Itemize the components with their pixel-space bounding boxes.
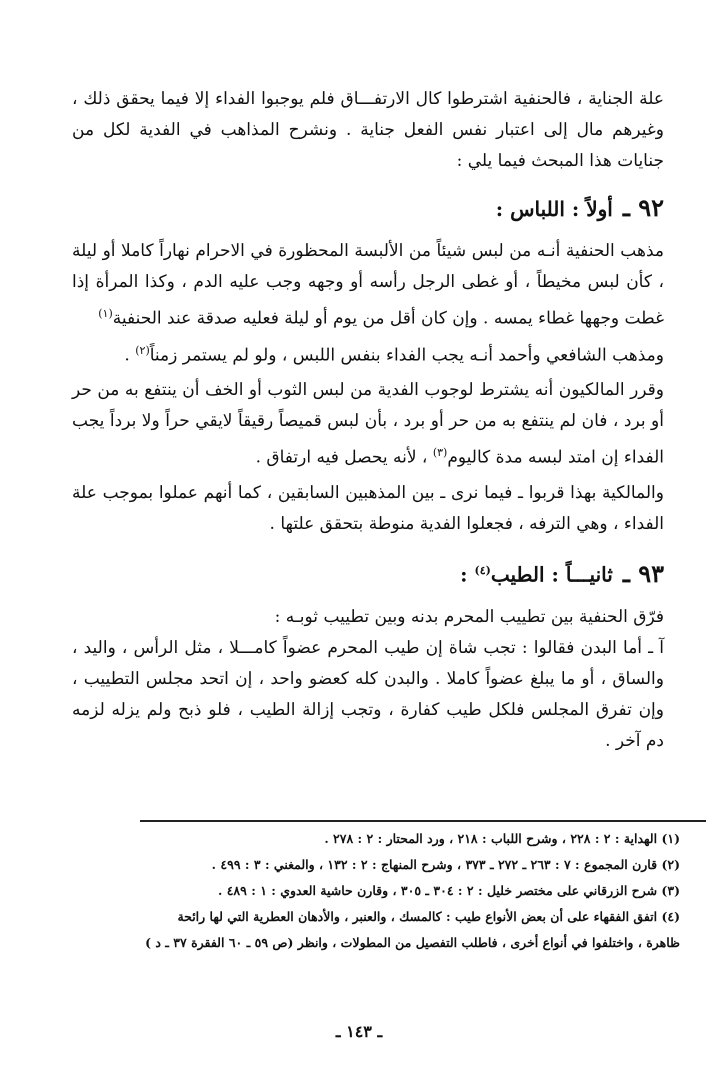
section-93-heading: [72, 554, 664, 592]
section-93-number: ٩٣ ـ: [622, 558, 664, 588]
section-93-tail: :: [460, 562, 475, 587]
section-93-title: ثانيـــاً : الطيب: [490, 562, 613, 587]
footnote-2: (٢) قارن المجموع : ٧ : ٢٦٣ ـ ٢٧٢ ـ ٣٧٣ ، وشرح المنهاج : ٢ : ١٣٢ ، والمغني : ٣ : ٤٩٩ .: [211, 857, 680, 872]
paragraph-92b-text: ومذهب الشافعي وأحمد أنـه يجب الفداء بنفس اللبس ، ولو لم يستمر زمناً: [149, 345, 664, 366]
paragraph-92c-text: وقرر المالكيون أنه يشترط لوجوب الفدية من لبس الثوب أو الخف أن ينتفع به من حر أو برد ، فان لم ينتفع به من حر أو برد ، بأن لبس قميصاً رقيقاً لايقي حراً ولا برداً يجب الفداء إن امتد لبسه مدة كاليوم: [72, 380, 664, 468]
paragraph-93b: آ ـ أما البدن فقالوا : تجب شاة إن طيب المحرم عضواً كامـــلا ، مثل الرأس ، واليد ، والساق ، أو ما يبلغ عضواً كاملا . والبدن كله كعضو واحد ، إن اتحد مجلس التطييب ، وإن تفرق المجلس فلكل طيب كفارة ، وتجب إزالة الطيب ، فلو ذبح ولم يزله لزمه دم آخر .: [72, 637, 664, 751]
footnote-ref-3: (٣): [432, 446, 448, 460]
paragraph-92b: [72, 335, 664, 372]
footnote-divider: [140, 820, 706, 822]
intro-paragraph: علة الجناية ، فالحنفية اشترطوا كال الارتفـــاق فلم يوجبوا الفداء إلا فيما يحقق ذلك ، وغيرهم مال إلى اعتبار نفس الفعل جناية . ونشرح المذاهب في الفدية لكل من جنايات هذا المبحث فيما يلي :: [72, 89, 664, 171]
paragraph-92c: [72, 375, 664, 474]
section-92-title: أولاً : اللباس :: [495, 197, 613, 221]
paragraph-92c-end: ، لأنه يحصل فيه ارتفاق .: [255, 447, 433, 468]
footnote-ref-1: (١): [98, 307, 113, 320]
page-number: ـ ١٤٣ ـ: [335, 1022, 383, 1041]
main-text: [72, 84, 664, 757]
section-92-heading: [72, 191, 664, 226]
section-93-title-wrap: [460, 554, 613, 592]
footnote-4-line-2: ظاهرة ، واختلفوا في أنواع أخرى ، فاطلب التفصيل من المطولات ، وانظر (ص ٥٩ ـ ٦٠ الفقرة ٣٧ ـ د ): [145, 935, 680, 950]
section-92-number: ٩٢ ـ: [622, 193, 664, 222]
footnote-4-line-1: (٤) اتفق الفقهاء على أن بعض الأنواع طيب : كالمسك ، والعنبر ، والأدهان العطرية التي لها رائحة: [177, 909, 680, 924]
paragraph-92b-end: .: [124, 345, 136, 366]
paragraph-92d: والمالكية بهذا قربوا ـ فيما نرى ـ بين المذهبين السابقين ، كما أنهم عملوا بموجب علة الفداء ، وهي الترفه ، فجعلوا الفدية منوطة بتحقق علتها .: [72, 482, 664, 534]
footnote-1: (١) الهداية : ٢ : ٢٢٨ ، وشرح اللباب : ٢١٨ ، ورد المحتار : ٢ : ٢٧٨ .: [324, 831, 680, 846]
paragraph-92a: [72, 236, 664, 335]
paragraph-93a: فرّق الحنفية بين تطييب المحرم بدنه وبين تطييب ثوبـه :: [274, 606, 664, 627]
footnote-3: (٣) شرح الزرقاني على مختصر خليل : ٢ : ٣٠٤ ـ ٣٠٥ ، وقارن حاشية العدوي : ١ : ٤٨٩ .: [217, 883, 680, 898]
paragraph-92a-text: مذهب الحنفية أنـه من لبس شيئاً من الألبسة المحظورة في الاحرام نهاراً كاملا أو ليلة ، كأن لبس مخيطاً ، أو غطى الرجل رأسه أو وجهه وجب عليه الدم ، وكذا المرأة إذا غطت وجهها غطاء يمسه . وإن كان أقل من يوم أو ليلة فعليه صدقة عند الحنفية: [72, 241, 664, 329]
footnote-ref-4: (٤): [474, 563, 491, 577]
footnotes: [40, 826, 680, 956]
footnote-ref-2: (٢): [135, 343, 150, 357]
